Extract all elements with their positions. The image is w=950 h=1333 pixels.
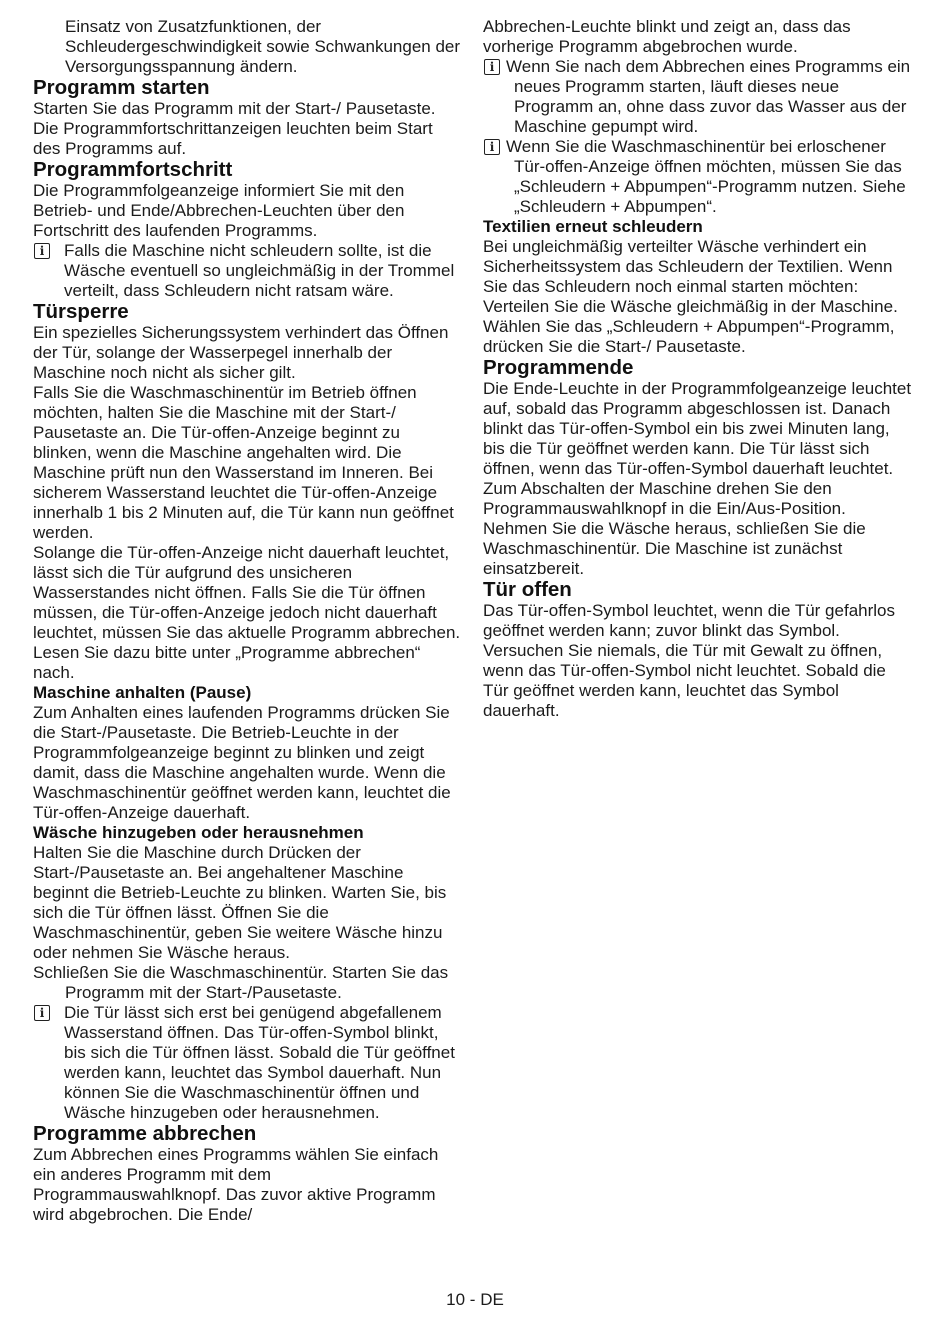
- waesche-text2: Schließen Sie die Waschmaschinentür. Starten Sie das Programm mit der Start-/Pausetaste.: [33, 963, 449, 1002]
- heading-programmfortschritt: Programmfortschritt: [33, 158, 233, 181]
- abbrechen-continued: Abbrechen-Leuchte blinkt und zeigt an, dass das vorherige Programm abgebrochen wurde.: [483, 17, 851, 56]
- heading-tuersperre: Türsperre: [33, 300, 129, 323]
- tuersperre-p2: Falls Sie die Waschmaschinentür im Betrieb öffnen möchten, halten Sie die Maschine mit der Start-/ Pausetaste an. Die Tür-offen-Anzeige beginnt zu blinken, wenn die Maschine angehalten wird. Die Maschine prüft nun den Wasserstand im Inneren. Bei sicherem Wasserstand leuchtet die Tür-offen-Anzeige innerhalb 1 bis 2 Minuten auf, die Tür kann nun geöffnet werden.: [33, 383, 454, 542]
- waesche-text: Halten Sie die Maschine durch Drücken der Start-/Pausetaste an. Bei angehaltener Maschine beginnt die Betrieb-Leuchte zu blinken. Warten Sie, bis sich die Tür öffnen lässt. Öffnen Sie die Waschmaschinentür, geben Sie weitere Wäsche hinzu oder nehmen Sie Wäsche heraus.: [33, 843, 447, 962]
- note-block: [33, 241, 461, 301]
- programmende-p1: Die Ende-Leuchte in der Programmfolgeanzeige leuchtet auf, sobald das Programm abgeschlossen ist. Danach blinkt das Tür-offen-Symbol ein bis zwei Minuten lang, bis die Tür geöffnet werden kann. Die Tür lässt sich öffnen, wenn das Tür-offen-Symbol dauerhaft leuchtet.: [483, 379, 912, 478]
- heading-waesche: Wäsche hinzugeben oder herausnehmen: [33, 823, 364, 842]
- programmfortschritt-text: Die Programmfolgeanzeige informiert Sie mit den Betrieb- und Ende/Abbrechen-Leuchten über den Fortschritt des laufenden Programms.: [33, 181, 405, 240]
- tuer-offen-text: Das Tür-offen-Symbol leuchtet, wenn die Tür gefahrlos geöffnet werden kann; zuvor blinkt das Symbol. Versuchen Sie niemals, die Tür mit Gewalt zu öffnen, wenn das Tür-offen-Symbol nicht leuchtet. Sobald die Tür geöffnet werden kann, leuchtet das Symbol dauerhaft.: [483, 601, 895, 720]
- note-text: Die Tür lässt sich erst bei genügend abgefallenem Wasserstand öffnen. Das Tür-offen-Symbol blinkt, bis sich die Tür öffnen lässt. Sobald die Tür geöffnet werden kann, leuchtet das Symbol dauerhaft. Nun können Sie die Waschmaschinentür öffnen und Wäsche hinzugeben oder herausnehmen.: [64, 1003, 455, 1122]
- note-text: Wenn Sie nach dem Abbrechen eines Programms ein neues Programm starten, läuft dieses neue Programm an, ohne dass zuvor das Wasser aus der Maschine gepumpt wird.: [506, 57, 911, 136]
- info-icon: i: [484, 139, 500, 155]
- info-icon: i: [484, 59, 500, 75]
- heading-pause: Maschine anhalten (Pause): [33, 683, 252, 702]
- left-column: [33, 17, 461, 1225]
- tuersperre-p3: Solange die Tür-offen-Anzeige nicht dauerhaft leuchtet, lässt sich die Tür aufgrund des unsicheren Wasserstandes nicht öffnen. Falls Sie die Tür öffnen müssen, die Tür-offen-Anzeige jedoch nicht dauerhaft leuchtet, müssen Sie das aktuelle Programm abbrechen. Lesen Sie dazu bitte unter „Programme abbrechen“ nach.: [33, 543, 461, 682]
- note-block: [33, 1003, 461, 1123]
- heading-abbrechen: Programme abbrechen: [33, 1122, 257, 1145]
- intro-continued: Einsatz von Zusatzfunktionen, der Schleudergeschwindigkeit sowie Schwankungen der Versorgungsspannung ändern.: [65, 17, 461, 76]
- heading-schleudern: Textilien erneut schleudern: [483, 217, 703, 236]
- programmende-p2: Zum Abschalten der Maschine drehen Sie den Programmauswahlknopf in die Ein/Aus-Position. Nehmen Sie die Wäsche heraus, schließen Sie die Waschmaschinentür. Die Maschine ist zunächst einsatzbereit.: [483, 479, 866, 578]
- note-block: [483, 137, 913, 217]
- abbrechen-text: Zum Abbrechen eines Programms wählen Sie einfach ein anderes Programm mit dem Programmauswahlknopf. Das zuvor aktive Programm wird abgebrochen. Die Ende/: [33, 1145, 439, 1224]
- schleudern-p2: Verteilen Sie die Wäsche gleichmäßig in der Maschine. Wählen Sie das „Schleudern + Abpumpen“-Programm, drücken Sie die Start-/ Pausetaste.: [483, 297, 898, 356]
- tuersperre-p1: Ein spezielles Sicherungssystem verhindert das Öffnen der Tür, solange der Wasserpegel innerhalb der Maschine noch nicht als sicher gilt.: [33, 323, 449, 382]
- page-number: 10 - DE: [446, 1290, 504, 1309]
- programm-starten-text: Starten Sie das Programm mit der Start-/ Pausetaste. Die Programmfortschrittanzeigen leuchten beim Start des Programms auf.: [33, 99, 436, 158]
- note-text: Wenn Sie die Waschmaschinentür bei erloschener Tür-offen-Anzeige öffnen möchten, müssen Sie das „Schleudern + Abpumpen“-Programm nutzen. Siehe „Schleudern + Abpumpen“.: [506, 137, 906, 216]
- schleudern-p1: Bei ungleichmäßig verteilter Wäsche verhindert ein Sicherheitssystem das Schleudern der Textilien. Wenn Sie das Schleudern noch einmal starten möchten:: [483, 237, 893, 296]
- note-block: [483, 57, 913, 137]
- right-column: [483, 17, 913, 721]
- note-text: Falls die Maschine nicht schleudern sollte, ist die Wäsche eventuell so ungleichmäßig in der Trommel verteilt, dass Schleudern nicht ratsam wäre.: [64, 241, 455, 300]
- heading-tuer-offen: Tür offen: [483, 578, 572, 601]
- pause-text: Zum Anhalten eines laufenden Programms drücken Sie die Start-/Pausetaste. Die Betrieb-Leuchte in der Programmfolgeanzeige beginnt zu blinken und zeigt damit, dass die Maschine angehalten wurde. Wenn die Waschmaschinentür geöffnet werden kann, leuchtet die Tür-offen-Anzeige dauerhaft.: [33, 703, 451, 822]
- heading-programmende: Programmende: [483, 356, 634, 379]
- info-icon: i: [34, 243, 50, 259]
- heading-programm-starten: Programm starten: [33, 76, 210, 99]
- info-icon: i: [34, 1005, 50, 1021]
